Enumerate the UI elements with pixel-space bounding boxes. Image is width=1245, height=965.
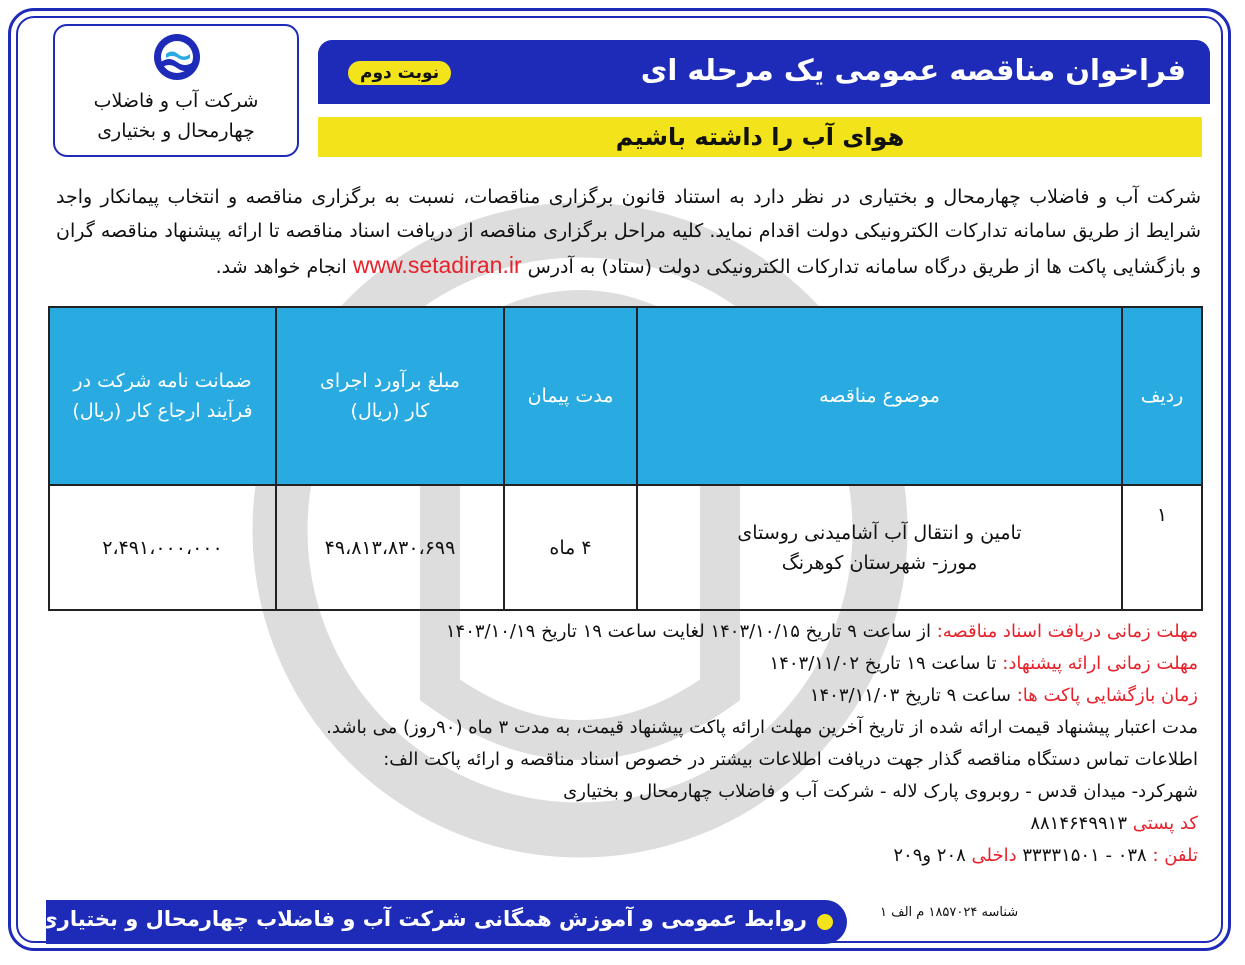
address-line: شهرکرد- میدان قدس - روبروی پارک لاله - شرکت آب و فاضلاب چهارمحال و بختیاری — [563, 781, 1198, 802]
postal-code-label: کد پستی — [1132, 813, 1198, 834]
phone-label: تلفن : — [1152, 845, 1198, 866]
header-guarantee: ضمانت نامه شرکت در فرآیند ارجاع کار (ریال) — [49, 307, 276, 485]
header-subject: موضوع مناقصه — [637, 307, 1122, 485]
slogan-banner: هوای آب را داشته باشیم — [318, 117, 1202, 157]
opening-time-value: ساعت ۹ تاریخ ۱۴۰۳/۱۱/۰۳ — [809, 685, 1011, 706]
validity-line: مدت اعتبار پیشنهاد قیمت ارائه شده از تاریخ آخرین مهلت ارائه پاکت پیشنهاد قیمت، به مدت ۳ ماه (۹۰روز) می باشد. — [326, 717, 1198, 738]
intro-suffix: انجام خواهد شد. — [215, 256, 347, 278]
cell-guarantee: ۲،۴۹۱،۰۰۰،۰۰۰ — [49, 485, 276, 610]
tender-table — [48, 306, 1203, 611]
cell-subject: تامین و انتقال آب آشامیدنی روستای مورز- شهرستان کوهرنگ — [637, 485, 1122, 610]
intro-text: شرکت آب و فاضلاب چهارمحال و بختیاری در نظر دارد به استناد قانون برگزاری مناقصات، نسبت به برگزاری مناقصه و انتخاب پیمانکار واجد شرایط از طریق سامانه تدارکات الکترونیکی دولت اقدام نماید. کلیه مراحل برگزاری مناقصه از دریافت اسناد مناقصه تا ارائه پیشنهاد مناقصه گران و بازگشایی پاکت ها از طریق درگاه سامانه تدارکات الکترونیکی دولت (ستاد) به آدرس — [56, 186, 1201, 278]
table-row — [49, 485, 1202, 610]
header-row-number: ردیف — [1122, 307, 1202, 485]
postal-code-line — [58, 808, 1198, 840]
footer-text: روابط عمومی و آموزش همگانی شرکت آب و فاضلاب چهارمحال و بختیاری — [38, 907, 807, 931]
contact-info-line: اطلاعات تماس دستگاه مناقصه گذار جهت دریافت اطلاعات بیشتر در خصوص اسناد مناقصه و ارائه پاکت الف: — [383, 749, 1198, 770]
bullet-dot-icon — [817, 914, 833, 930]
offer-deadline-value: تا ساعت ۱۹ تاریخ ۱۴۰۳/۱۱/۰۲ — [769, 653, 997, 674]
doc-deadline-label: مهلت زمانی دریافت اسناد مناقصه: — [936, 621, 1198, 642]
doc-deadline-value: از ساعت ۹ تاریخ ۱۴۰۳/۱۰/۱۵ لغایت ساعت ۱۹ تاریخ ۱۴۰۳/۱۰/۱۹ — [445, 621, 931, 642]
title-bar — [318, 40, 1210, 104]
water-company-logo-icon — [152, 32, 202, 82]
company-name-line1: شرکت آب و فاضلاب — [93, 90, 259, 112]
cell-estimate: ۴۹،۸۱۳،۸۳۰،۶۹۹ — [276, 485, 504, 610]
postal-code-value: ۸۸۱۴۶۴۹۹۱۳ — [1030, 813, 1128, 834]
website-link[interactable]: www.setadiran.ir — [352, 252, 522, 278]
cell-duration: ۴ ماه — [504, 485, 637, 610]
phone-value: ۰۳۸ - ۳۳۳۳۱۵۰۱ — [1022, 845, 1147, 866]
details-section — [58, 616, 1198, 872]
notice-identifier: شناسه ۱۸۵۷۰۲۴ م الف ۱ — [880, 905, 1019, 920]
offer-deadline-label: مهلت زمانی ارائه پیشنهاد: — [1002, 653, 1198, 674]
cell-row-number: ۱ — [1122, 485, 1202, 610]
company-logo-box — [53, 24, 299, 157]
opening-time-line — [58, 680, 1198, 712]
round-badge: نوبت دوم — [348, 61, 451, 85]
notice-title: فراخوان مناقصه عمومی یک مرحله ای — [640, 53, 1186, 87]
extension-value: ۲۰۸ و۲۰۹ — [893, 845, 966, 866]
header-estimate: مبلغ برآورد اجرای کار (ریال) — [276, 307, 504, 485]
extension-label: داخلی — [971, 845, 1017, 866]
offer-deadline-line — [58, 648, 1198, 680]
company-name-line2: چهارمحال و بختیاری — [97, 120, 255, 142]
intro-paragraph — [56, 180, 1201, 284]
footer-bar — [38, 900, 847, 944]
doc-deadline-line — [58, 616, 1198, 648]
phone-line — [58, 840, 1198, 872]
opening-time-label: زمان بازگشایی پاکت ها: — [1016, 685, 1198, 706]
table-header-row — [49, 307, 1202, 485]
header-duration: مدت پیمان — [504, 307, 637, 485]
